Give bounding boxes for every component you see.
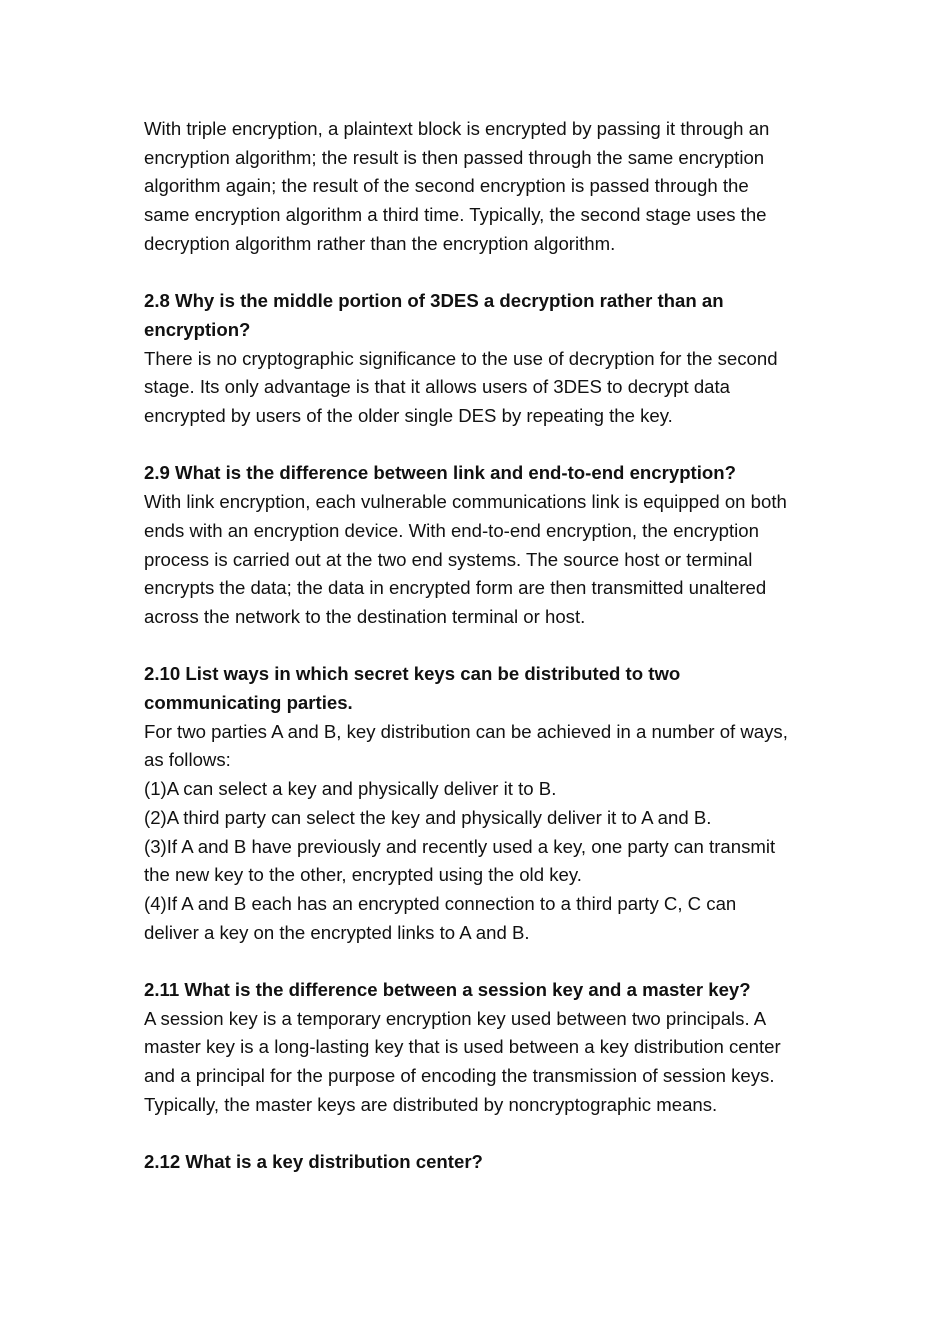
question-line: 2.12 What is a key distribution center? [144,1151,483,1173]
text-line: decryption algorithm rather than the encryption algorithm. [144,232,616,254]
text-line: the new key to the other, encrypted using the old key. [144,864,582,886]
text-line: master key is a long-lasting key that is used between a key distribution center [144,1036,781,1058]
question-line: 2.9 What is the difference between link and end-to-end encryption? [144,462,736,484]
text-line: deliver a key on the encrypted links to A and B. [144,921,530,943]
section-2-9 [144,459,814,631]
question-line: communicating parties. [144,692,353,714]
text-line: A session key is a temporary encryption key used between two principals. A [144,1007,767,1029]
answer-paragraph [144,345,814,431]
text-line: stage. Its only advantage is that it allows users of 3DES to decrypt data [144,376,731,398]
question-line: 2.8 Why is the middle portion of 3DES a decryption rather than an [144,290,724,312]
section-2-8 [144,287,814,431]
answer-paragraph [144,1005,814,1120]
text-line: across the network to the destination terminal or host. [144,605,586,627]
text-line: ends with an encryption device. With end-to-end encryption, the encryption [144,519,759,541]
text-line: as follows: [144,749,231,771]
question-heading [144,660,814,717]
question-line: 2.10 List ways in which secret keys can be distributed to two [144,663,681,685]
text-line: Typically, the master keys are distributed by noncryptographic means. [144,1093,718,1115]
text-line: With link encryption, each vulnerable communications link is equipped on both [144,491,787,513]
answer-paragraph [144,488,814,632]
document-page [144,115,814,1206]
question-line: 2.11 What is the difference between a session key and a master key? [144,979,751,1001]
list-item: (3)If A and B have previously and recently used a key, one party can transmit [144,835,776,857]
question-line: encryption? [144,318,251,340]
list-item: (2)A third party can select the key and physically deliver it to A and B. [144,806,712,828]
question-heading [144,459,814,488]
text-line: process is carried out at the two end systems. The source host or terminal [144,548,753,570]
section-2-11 [144,976,814,1120]
question-heading [144,1148,814,1177]
text-line: encryption algorithm; the result is then passed through the same encryption [144,146,765,168]
list-item: (4)If A and B each has an encrypted connection to a third party C, C can [144,892,737,914]
text-line: For two parties A and B, key distribution can be achieved in a number of ways, [144,720,788,742]
text-line: and a principal for the purpose of encoding the transmission of session keys. [144,1065,775,1087]
text-line: algorithm again; the result of the second encryption is passed through the [144,175,749,197]
list-item: (1)A can select a key and physically deliver it to B. [144,778,557,800]
text-line: There is no cryptographic significance to the use of decryption for the second [144,347,778,369]
question-heading [144,976,814,1005]
text-line: same encryption algorithm a third time. Typically, the second stage uses the [144,204,767,226]
text-line: encrypted by users of the older single DES by repeating the key. [144,405,673,427]
intro-paragraph [144,115,814,259]
answer-paragraph [144,718,814,948]
text-line: With triple encryption, a plaintext block is encrypted by passing it through an [144,118,770,139]
section-2-10 [144,660,814,947]
text-line: encrypts the data; the data in encrypted form are then transmitted unaltered [144,577,767,599]
question-heading [144,287,814,344]
section-2-12 [144,1148,814,1177]
